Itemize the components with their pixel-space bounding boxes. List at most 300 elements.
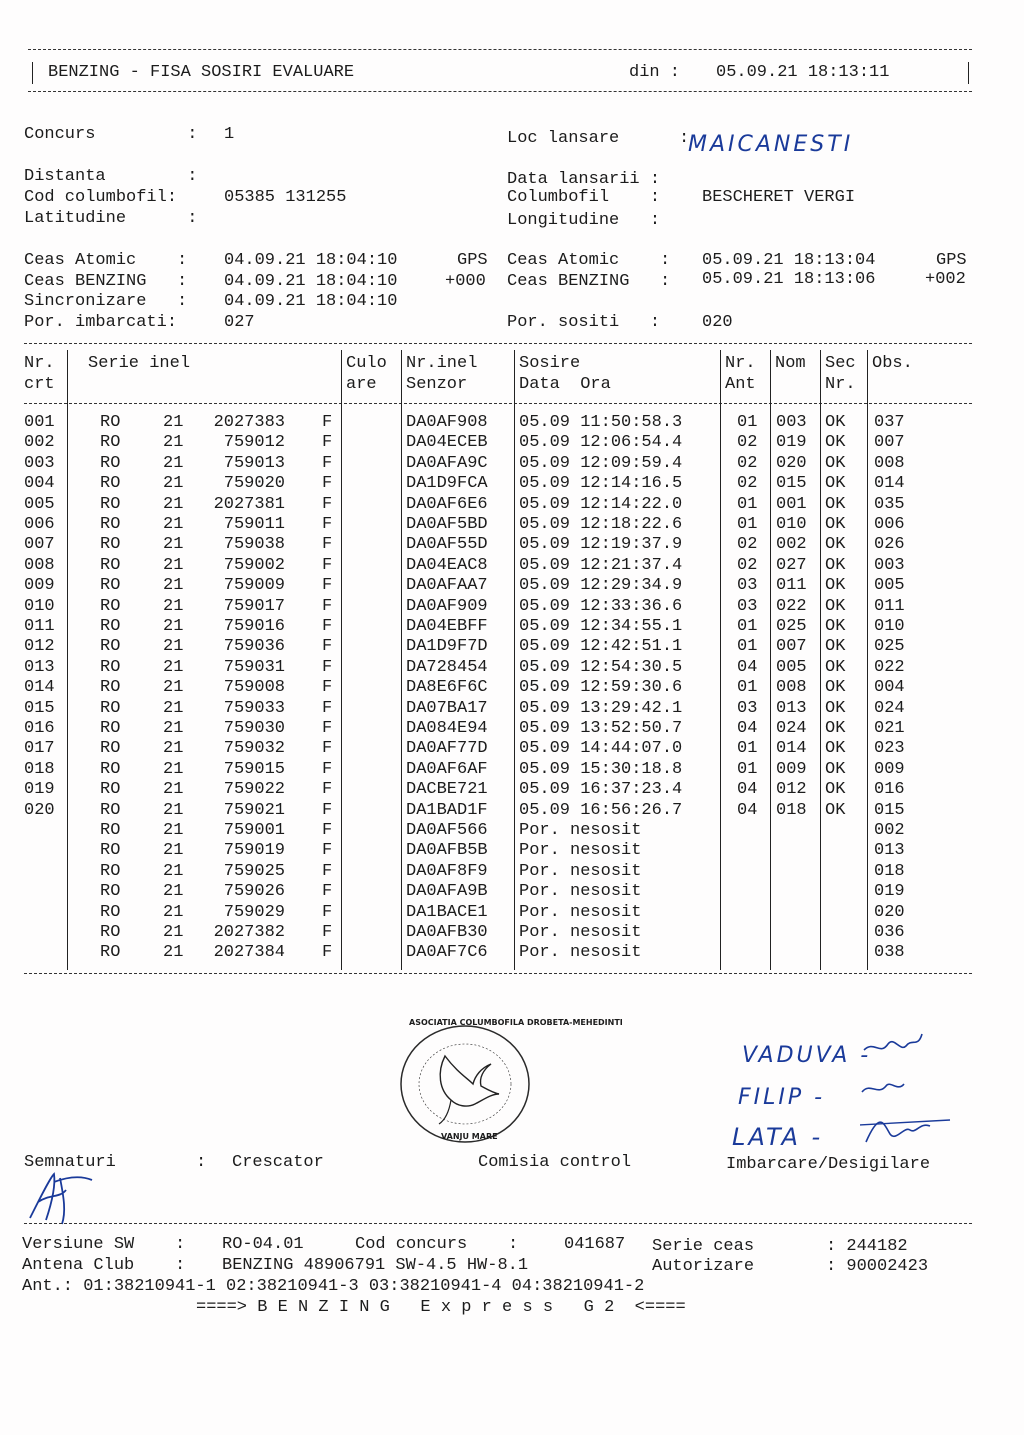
cell-sensor-id: DA0AF7C6 <box>406 943 488 963</box>
stamp-text-top: ASOCIATIA COLUMBOFILA DROBETA-MEHEDINTI <box>409 1018 623 1027</box>
columbofil-label: Columbofil : <box>507 188 661 207</box>
cell-year: 21 <box>163 902 184 922</box>
ceas-atomic-start-label: Ceas Atomic : <box>24 251 188 270</box>
cell-sec: OK <box>825 515 846 534</box>
footer-rule <box>24 1223 972 1224</box>
cell-country: RO <box>100 821 121 840</box>
col-divider <box>770 350 771 970</box>
cell-country: RO <box>100 739 121 759</box>
cell-nom: 013 <box>776 698 807 718</box>
cell-ring-number: 759009 <box>223 576 285 596</box>
cell-nom: 015 <box>776 474 807 494</box>
cell-sec: OK <box>825 698 846 718</box>
cell-country: RO <box>100 433 121 453</box>
stamp-text-bottom: VANJU MARE <box>441 1132 498 1141</box>
cell-sex: F <box>322 453 333 473</box>
cell-year: 21 <box>163 555 184 575</box>
cell-arrival: 05.09 12:54:30.5 <box>519 657 683 677</box>
loc-lansare-handwritten: MAICANESTI <box>688 132 854 157</box>
cell-obs: 014 <box>874 474 905 494</box>
cell-year: 21 <box>163 821 184 840</box>
cell-sec: OK <box>825 678 846 698</box>
cell-sensor-id: DA728454 <box>406 657 488 677</box>
cell-country: RO <box>100 800 121 820</box>
cell-obs: 004 <box>874 678 905 698</box>
ceas-benzing-start-value: 04.09.21 18:04:10 <box>224 272 398 291</box>
cell-year: 21 <box>163 861 184 881</box>
signature-scribble-icon <box>860 1030 980 1160</box>
cell-ring-number: 759020 <box>223 474 285 494</box>
ceas-benzing-end-label: Ceas BENZING : <box>507 272 671 291</box>
cell-ring-number: 759001 <box>223 821 285 840</box>
cell-sensor-id: DA0AFAA7 <box>406 576 488 596</box>
cell-sec: OK <box>825 413 846 432</box>
cell-country: RO <box>100 515 121 534</box>
cell-arrival: 05.09 12:14:16.5 <box>519 474 683 494</box>
cell-sex: F <box>322 800 333 820</box>
semnaturi-label: Semnaturi <box>24 1153 116 1172</box>
cell-antenna: 01 <box>737 739 758 759</box>
ceas-benzing-start-label: Ceas BENZING : <box>24 272 188 291</box>
cell-year: 21 <box>163 576 184 596</box>
cell-sex: F <box>322 637 333 657</box>
cell-arrival: Por. nesosit <box>519 943 642 963</box>
cell-sensor-id: DA07BA17 <box>406 698 488 718</box>
cod-concurs-label: Cod concurs : <box>355 1235 519 1254</box>
cell-ring-number: 759038 <box>223 535 285 555</box>
cell-ring-number: 2027382 <box>213 923 285 942</box>
header-nr-crt-2: crt <box>24 375 55 394</box>
cell-arrival: 05.09 12:34:55.1 <box>519 617 683 636</box>
cell-sex: F <box>322 739 333 759</box>
cell-sex: F <box>322 943 333 963</box>
cell-country: RO <box>100 617 121 636</box>
crescator-label: Crescator <box>232 1153 324 1172</box>
cell-arrival: 05.09 12:29:34.9 <box>519 576 683 596</box>
cell-year: 21 <box>163 678 184 698</box>
cell-antenna: 01 <box>737 494 758 514</box>
cell-year: 21 <box>163 882 184 902</box>
cell-sensor-id: DA8E6F6C <box>406 678 488 698</box>
cell-ring-number: 759029 <box>223 902 285 922</box>
cell-nr-crt: 007 <box>24 535 55 555</box>
header-obs: Obs. <box>872 354 913 373</box>
cell-nom: 011 <box>776 576 807 596</box>
cell-nr-crt: 011 <box>24 617 55 636</box>
cell-nom: 005 <box>776 657 807 677</box>
table-top-rule <box>24 343 972 344</box>
cell-nom: 025 <box>776 617 807 636</box>
cell-ring-number: 759017 <box>223 596 285 616</box>
cell-sex: F <box>322 617 333 636</box>
ceas-benzing-end-offset: +002 <box>925 270 966 289</box>
cell-country: RO <box>100 943 121 963</box>
cell-ring-number: 759026 <box>223 882 285 902</box>
cell-sec: OK <box>825 494 846 514</box>
cell-sex: F <box>322 759 333 779</box>
cell-obs: 008 <box>874 453 905 473</box>
crescator-signature-icon <box>20 1168 100 1228</box>
cell-obs: 035 <box>874 494 905 514</box>
cell-sex: F <box>322 515 333 534</box>
cell-sex: F <box>322 433 333 453</box>
cell-nr-crt: 006 <box>24 515 55 534</box>
ceas-benzing-end-value: 05.09.21 18:13:06 <box>702 270 876 289</box>
header-nr-ant-1: Nr. <box>725 354 756 373</box>
col-divider <box>720 350 721 970</box>
sositi-label: Por. sositi : <box>507 313 661 332</box>
cell-nr-crt: 008 <box>24 555 55 575</box>
header-serie-inel: Serie inel <box>88 354 191 373</box>
cell-sex: F <box>322 596 333 616</box>
cell-obs: 024 <box>874 698 905 718</box>
cell-nr-crt: 013 <box>24 657 55 677</box>
cod-columbofil-label: Cod columbofil: <box>24 188 178 207</box>
cell-obs: 038 <box>874 943 905 963</box>
cell-year: 21 <box>163 719 184 738</box>
cell-arrival: 05.09 12:21:37.4 <box>519 555 683 575</box>
cell-sex: F <box>322 576 333 596</box>
cell-obs: 022 <box>874 657 905 677</box>
cell-country: RO <box>100 698 121 718</box>
cell-nr-crt: 016 <box>24 719 55 738</box>
cell-country: RO <box>100 596 121 616</box>
cell-sex: F <box>322 923 333 942</box>
table-header-rule <box>24 403 972 404</box>
cell-sex: F <box>322 494 333 514</box>
cell-antenna: 01 <box>737 637 758 657</box>
cell-arrival: 05.09 12:19:37.9 <box>519 535 683 555</box>
cell-sex: F <box>322 841 333 861</box>
cell-sensor-id: DACBE721 <box>406 780 488 800</box>
cell-ring-number: 759011 <box>223 515 285 534</box>
cell-sex: F <box>322 821 333 840</box>
cell-antenna: 01 <box>737 515 758 534</box>
cell-country: RO <box>100 413 121 432</box>
cell-nr-crt: 014 <box>24 678 55 698</box>
loc-lansare-colon: : <box>679 129 690 148</box>
cell-sensor-id: DA0AFA9C <box>406 453 488 473</box>
cell-ring-number: 759012 <box>223 433 285 453</box>
header-culoare-1: Culo <box>346 354 387 373</box>
ceas-benzing-start-offset: +000 <box>445 272 486 291</box>
cell-ring-number: 759032 <box>223 739 285 759</box>
col-divider <box>401 350 402 970</box>
loc-lansare-label: Loc lansare <box>507 129 620 148</box>
cell-country: RO <box>100 576 121 596</box>
serie-ceas-label: Serie ceas <box>652 1237 755 1256</box>
cell-sensor-id: DA084E94 <box>406 719 488 738</box>
cell-nom: 003 <box>776 413 807 432</box>
cell-year: 21 <box>163 739 184 759</box>
cell-sensor-id: DA0AF5BD <box>406 515 488 534</box>
cell-obs: 020 <box>874 902 905 922</box>
col-divider <box>867 350 868 970</box>
columbofil-value: BESCHERET VERGI <box>702 188 856 207</box>
cell-arrival: 05.09 15:30:18.8 <box>519 759 683 779</box>
versiune-value: RO-04.01 <box>222 1235 304 1254</box>
ceas-atomic-end-suffix: GPS <box>936 251 967 270</box>
cell-sec: OK <box>825 555 846 575</box>
cell-sensor-id: DA0AFA9B <box>406 882 488 902</box>
cell-antenna: 01 <box>737 759 758 779</box>
cell-country: RO <box>100 494 121 514</box>
cell-arrival: 05.09 13:52:50.7 <box>519 719 683 738</box>
data-lansarii-label: Data lansarii : <box>507 170 661 189</box>
cell-nom: 018 <box>776 800 807 820</box>
cell-nom: 014 <box>776 739 807 759</box>
cell-sensor-id: DA0AF55D <box>406 535 488 555</box>
cell-arrival: 05.09 11:50:58.3 <box>519 413 683 432</box>
cell-nr-crt: 012 <box>24 637 55 657</box>
cell-nr-crt: 020 <box>24 800 55 820</box>
cell-country: RO <box>100 535 121 555</box>
cell-ring-number: 759030 <box>223 719 285 738</box>
cell-arrival: 05.09 12:18:22.6 <box>519 515 683 534</box>
cell-sensor-id: DA04EBFF <box>406 617 488 636</box>
cell-sec: OK <box>825 800 846 820</box>
cell-obs: 023 <box>874 739 905 759</box>
cell-sensor-id: DA0AF566 <box>406 821 488 840</box>
cell-ring-number: 759031 <box>223 657 285 677</box>
cell-sensor-id: DA1D9FCA <box>406 474 488 494</box>
header-culoare-2: are <box>346 375 377 394</box>
cell-sex: F <box>322 678 333 698</box>
cell-ring-number: 759025 <box>223 861 285 881</box>
cell-nom: 009 <box>776 759 807 779</box>
cell-sensor-id: DA0AF8F9 <box>406 861 488 881</box>
cell-antenna: 02 <box>737 535 758 555</box>
cell-sensor-id: DA0AFB30 <box>406 923 488 942</box>
cell-country: RO <box>100 902 121 922</box>
cell-sensor-id: DA1BACE1 <box>406 902 488 922</box>
sincronizare-label: Sincronizare : <box>24 292 188 311</box>
cell-sensor-id: DA0AF6AF <box>406 759 488 779</box>
cell-year: 21 <box>163 474 184 494</box>
cell-arrival: Por. nesosit <box>519 923 642 942</box>
cell-sec: OK <box>825 719 846 738</box>
handwritten-vaduva: VADUVA - <box>742 1043 872 1068</box>
cell-sensor-id: DA1BAD1F <box>406 800 488 820</box>
cell-obs: 015 <box>874 800 905 820</box>
cell-sex: F <box>322 555 333 575</box>
cell-arrival: 05.09 12:33:36.6 <box>519 596 683 616</box>
cell-sex: F <box>322 474 333 494</box>
header-nr-ant-2: Ant <box>725 375 756 394</box>
cell-ring-number: 759019 <box>223 841 285 861</box>
cell-sensor-id: DA0AFB5B <box>406 841 488 861</box>
cell-arrival: 05.09 14:44:07.0 <box>519 739 683 759</box>
page-title: BENZING - FISA SOSIRI EVALUARE <box>48 63 355 82</box>
header-sec-1: Sec <box>825 354 856 373</box>
club-stamp <box>395 1018 623 1150</box>
cell-sec: OK <box>825 474 846 494</box>
distanta-label: Distanta : <box>24 167 198 186</box>
cell-arrival: 05.09 12:14:22.0 <box>519 494 683 514</box>
cell-obs: 036 <box>874 923 905 942</box>
cell-antenna: 02 <box>737 433 758 453</box>
cell-antenna: 01 <box>737 678 758 698</box>
cell-sec: OK <box>825 433 846 453</box>
cell-sec: OK <box>825 739 846 759</box>
cell-year: 21 <box>163 535 184 555</box>
cell-year: 21 <box>163 780 184 800</box>
cell-sex: F <box>322 698 333 718</box>
cell-nr-crt: 004 <box>24 474 55 494</box>
cell-ring-number: 759021 <box>223 800 285 820</box>
cell-obs: 021 <box>874 719 905 738</box>
header-sosire-2: Data Ora <box>519 375 611 394</box>
cell-arrival: 05.09 12:42:51.1 <box>519 637 683 657</box>
dove-icon <box>395 1020 543 1150</box>
autorizare-value: : 90002423 <box>826 1257 929 1276</box>
cell-nom: 008 <box>776 678 807 698</box>
report-timestamp: 05.09.21 18:13:11 <box>716 63 890 82</box>
cell-sec: OK <box>825 637 846 657</box>
cell-year: 21 <box>163 943 184 963</box>
col-divider <box>820 350 821 970</box>
cell-year: 21 <box>163 923 184 942</box>
cell-obs: 026 <box>874 535 905 555</box>
antenna-list: Ant.: 01:38210941-1 02:38210941-3 03:38210941-4 04:38210941-2 <box>22 1277 645 1296</box>
cell-sex: F <box>322 413 333 432</box>
din-label: din : <box>629 63 681 82</box>
cell-arrival: 05.09 13:29:42.1 <box>519 698 683 718</box>
cell-sensor-id: DA0AF909 <box>406 596 488 616</box>
cell-antenna: 03 <box>737 698 758 718</box>
cell-sex: F <box>322 902 333 922</box>
concurs-value: 1 <box>224 125 235 144</box>
cell-year: 21 <box>163 759 184 779</box>
header-nom: Nom <box>775 354 806 373</box>
cell-sex: F <box>322 657 333 677</box>
header-sec-2: Nr. <box>825 375 856 394</box>
cell-sec: OK <box>825 780 846 800</box>
cell-country: RO <box>100 637 121 657</box>
cell-antenna: 02 <box>737 474 758 494</box>
ceas-atomic-end-value: 05.09.21 18:13:04 <box>702 251 876 270</box>
cell-year: 21 <box>163 433 184 453</box>
cell-nom: 027 <box>776 555 807 575</box>
antena-label: Antena Club : <box>22 1256 186 1275</box>
cell-arrival: Por. nesosit <box>519 861 642 881</box>
cell-country: RO <box>100 759 121 779</box>
cell-country: RO <box>100 780 121 800</box>
cell-nom: 001 <box>776 494 807 514</box>
cell-nr-crt: 017 <box>24 739 55 759</box>
cell-obs: 006 <box>874 515 905 534</box>
cell-nr-crt: 003 <box>24 453 55 473</box>
cell-year: 21 <box>163 637 184 657</box>
cell-year: 21 <box>163 596 184 616</box>
cell-ring-number: 759016 <box>223 617 285 636</box>
cell-sec: OK <box>825 535 846 555</box>
autorizare-label: Autorizare <box>652 1257 755 1276</box>
cell-arrival: Por. nesosit <box>519 902 642 922</box>
longitudine-label: Longitudine : <box>507 211 661 230</box>
cell-ring-number: 2027381 <box>213 494 285 514</box>
cell-nr-crt: 001 <box>24 413 55 432</box>
versiune-label: Versiune SW : <box>22 1235 186 1254</box>
benzing-banner: ====> B E N Z I N G E x p r e s s G 2 <==== <box>196 1298 686 1317</box>
cell-ring-number: 759008 <box>223 678 285 698</box>
antena-value: BENZING 48906791 SW-4.5 HW-8.1 <box>222 1256 529 1275</box>
header-nr-inel-1: Nr.inel <box>406 354 478 373</box>
cod-columbofil-value: 05385 131255 <box>224 188 347 207</box>
cell-country: RO <box>100 453 121 473</box>
cell-obs: 002 <box>874 821 905 840</box>
header-sosire-1: Sosire <box>519 354 581 373</box>
cod-concurs-value: 041687 <box>564 1235 626 1254</box>
cell-arrival: Por. nesosit <box>519 841 642 861</box>
cell-sex: F <box>322 535 333 555</box>
cell-nom: 007 <box>776 637 807 657</box>
cell-obs: 018 <box>874 861 905 881</box>
cell-nr-crt: 019 <box>24 780 55 800</box>
cell-year: 21 <box>163 800 184 820</box>
cell-ring-number: 2027383 <box>213 413 285 432</box>
header-left-border <box>32 62 33 84</box>
cell-country: RO <box>100 923 121 942</box>
cell-country: RO <box>100 474 121 494</box>
cell-sec: OK <box>825 617 846 636</box>
cell-obs: 007 <box>874 433 905 453</box>
cell-obs: 016 <box>874 780 905 800</box>
cell-country: RO <box>100 555 121 575</box>
cell-year: 21 <box>163 413 184 432</box>
serie-ceas-value: : 244182 <box>826 1237 908 1256</box>
handwritten-filip: FILIP - <box>738 1085 826 1110</box>
cell-year: 21 <box>163 841 184 861</box>
cell-ring-number: 759015 <box>223 759 285 779</box>
cell-obs: 009 <box>874 759 905 779</box>
cell-nom: 002 <box>776 535 807 555</box>
cell-ring-number: 759033 <box>223 698 285 718</box>
cell-obs: 003 <box>874 555 905 575</box>
cell-arrival: 05.09 16:56:26.7 <box>519 800 683 820</box>
cell-sec: OK <box>825 596 846 616</box>
semnaturi-colon: : <box>196 1153 207 1172</box>
ceas-atomic-start-value: 04.09.21 18:04:10 <box>224 251 398 270</box>
cell-country: RO <box>100 678 121 698</box>
cell-antenna: 04 <box>737 800 758 820</box>
cell-year: 21 <box>163 617 184 636</box>
concurs-label: Concurs : <box>24 125 198 144</box>
cell-ring-number: 759022 <box>223 780 285 800</box>
cell-country: RO <box>100 882 121 902</box>
cell-country: RO <box>100 657 121 677</box>
cell-sensor-id: DA04EAC8 <box>406 555 488 575</box>
imbarcati-value: 027 <box>224 313 255 332</box>
cell-arrival: Por. nesosit <box>519 821 642 840</box>
header-top-rule <box>28 49 972 50</box>
cell-obs: 005 <box>874 576 905 596</box>
imbarcati-label: Por. imbarcati: <box>24 313 178 332</box>
cell-arrival: Por. nesosit <box>519 882 642 902</box>
cell-antenna: 04 <box>737 657 758 677</box>
cell-arrival: 05.09 12:59:30.6 <box>519 678 683 698</box>
cell-sex: F <box>322 780 333 800</box>
cell-sex: F <box>322 719 333 738</box>
cell-arrival: 05.09 12:09:59.4 <box>519 453 683 473</box>
handwritten-lata: LATA - <box>732 1123 824 1151</box>
cell-sensor-id: DA0AF77D <box>406 739 488 759</box>
ceas-atomic-start-suffix: GPS <box>457 251 488 270</box>
cell-nr-crt: 010 <box>24 596 55 616</box>
cell-antenna: 04 <box>737 719 758 738</box>
cell-sec: OK <box>825 657 846 677</box>
cell-ring-number: 759013 <box>223 453 285 473</box>
